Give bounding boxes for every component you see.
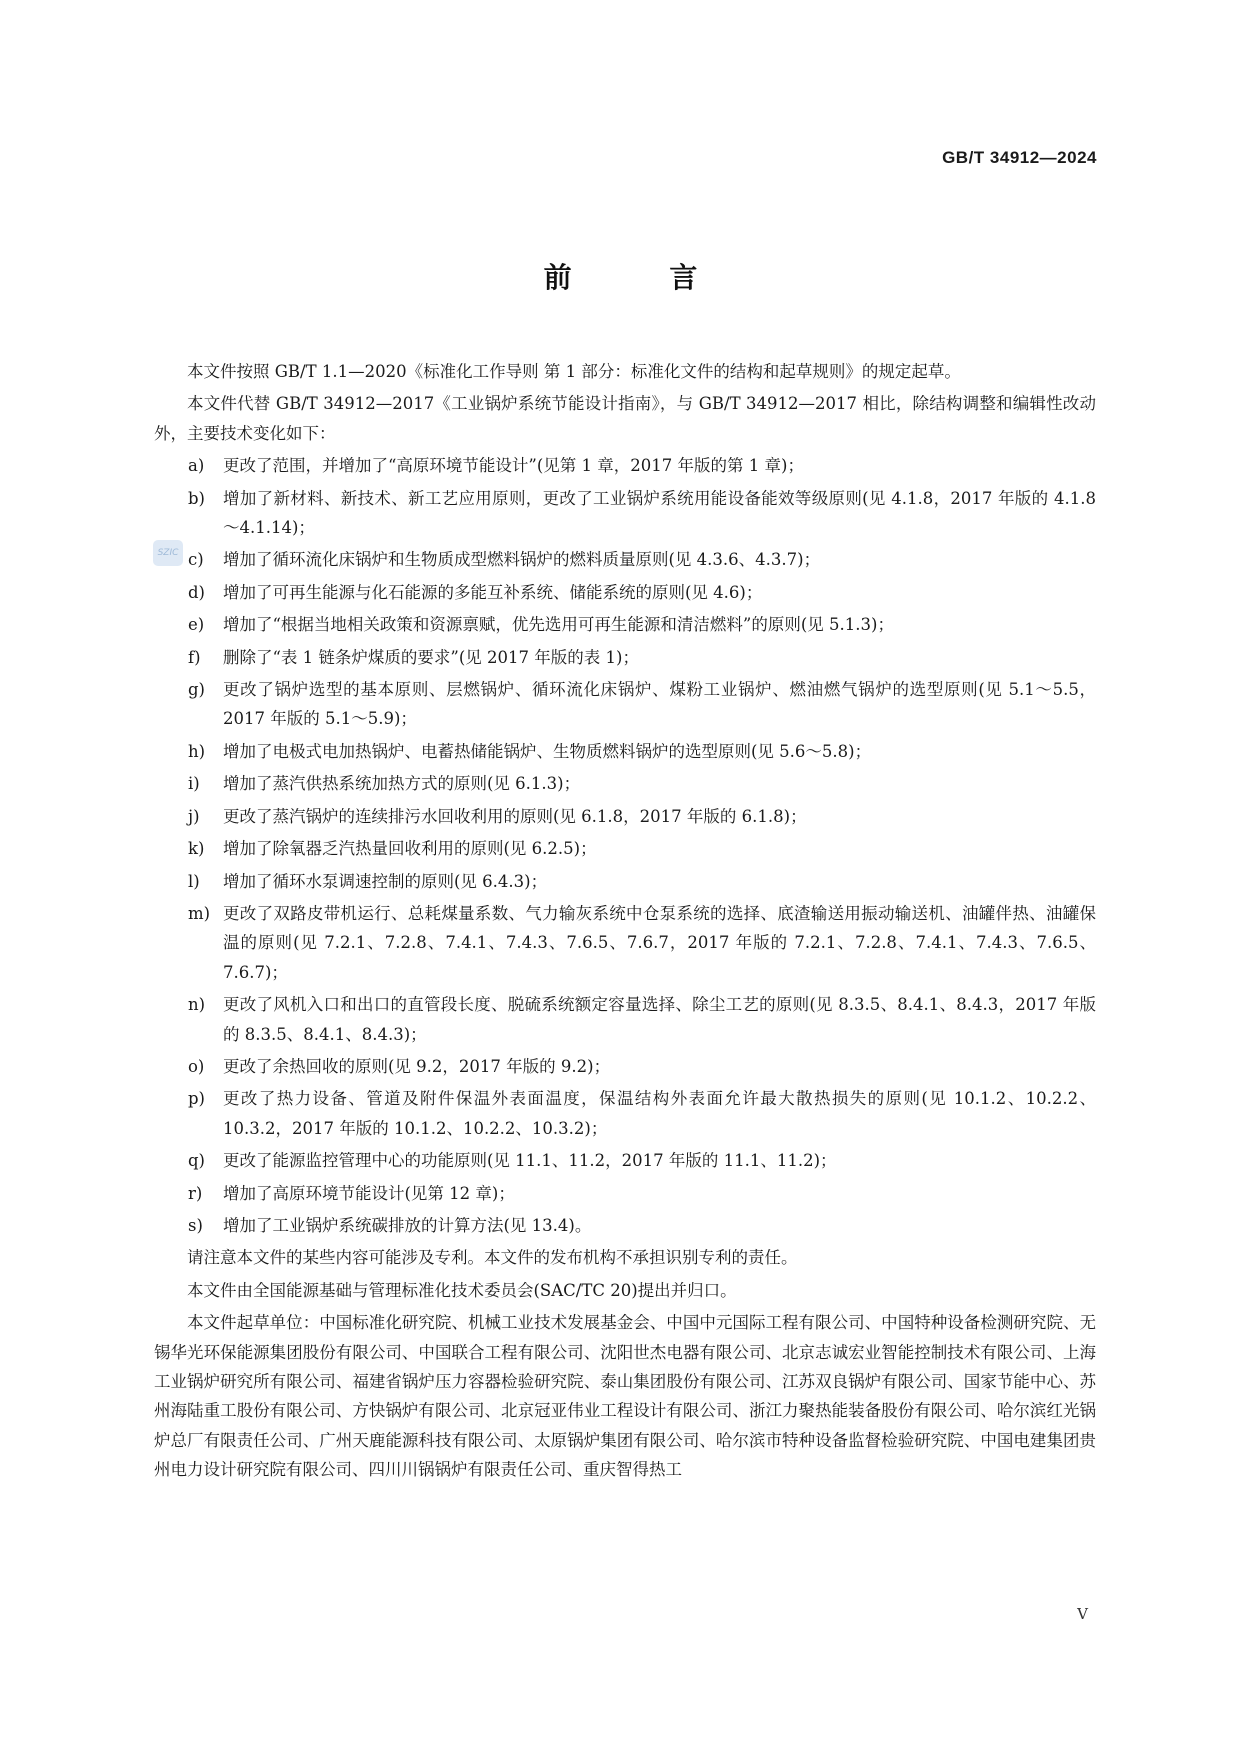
list-item [154, 867, 1096, 896]
list-item-tag: a) [188, 456, 205, 476]
list-item [154, 610, 1096, 639]
paragraph-replaces: 本文件代替 GB/T 34912—2017《工业锅炉系统节能设计指南》，与 GB/T 34912—2017 相比，除结构调整和编辑性改动外，主要技术变化如下： [154, 394, 1096, 443]
list-item-text: 删除了“表 1 链条炉煤质的要求”(见 2017 年版的表 1)； [223, 647, 639, 667]
list-item [154, 484, 1096, 543]
list-item-tag: r) [188, 1183, 203, 1203]
list-item-tag: d) [188, 582, 205, 602]
list-item-tag: c) [188, 550, 204, 570]
list-item-tag: s) [188, 1215, 203, 1235]
list-item-text: 更改了风机入口和出口的直管段长度、脱硫系统额定容量选择、除尘工艺的原则(见 8.3.5、8.4.1、8.4.3，2017 年版的 8.3.5、8.4.1、8.4.3)； [223, 995, 1096, 1044]
list-item [154, 675, 1096, 734]
list-item [154, 1179, 1096, 1208]
list-item-text: 更改了余热回收的原则(见 9.2，2017 年版的 9.2)； [223, 1056, 611, 1076]
list-item-text: 增加了电极式电加热锅炉、电蓄热储能锅炉、生物质燃料锅炉的选型原则(见 5.6～5.8)； [223, 741, 872, 761]
list-item-tag: h) [188, 741, 206, 761]
list-item [154, 578, 1096, 607]
list-item [154, 769, 1096, 798]
changes-list [154, 451, 1096, 1240]
list-item-tag: j) [188, 806, 200, 826]
list-item-text: 增加了新材料、新技术、新工艺应用原则，更改了工业锅炉系统用能设备能效等级原则(见 4.1.8，2017 年版的 4.1.8～4.1.14)； [223, 488, 1096, 538]
paragraph-patent-notice: 请注意本文件的某些内容可能涉及专利。本文件的发布机构不承担识别专利的责任。 [187, 1248, 798, 1268]
list-item-tag: p) [188, 1089, 205, 1109]
list-item-text: 增加了除氧器乏汽热量回收利用的原则(见 6.2.5)； [223, 839, 597, 859]
list-item-tag: i) [188, 774, 200, 794]
list-item [154, 1084, 1096, 1143]
list-item-tag: o) [188, 1056, 205, 1076]
list-item-text: 更改了能源监控管理中心的功能原则(见 11.1、11.2，2017 年版的 11.1、11.2)； [223, 1151, 837, 1171]
list-item-tag: e) [188, 615, 205, 635]
list-item-text: 增加了可再生能源与化石能源的多能互补系统、储能系统的原则(见 4.6)； [223, 582, 763, 602]
list-item-text: 增加了循环水泵调速控制的原则(见 6.4.3)； [223, 871, 548, 891]
list-item [154, 451, 1096, 480]
list-item-tag: k) [188, 839, 205, 859]
document-body [154, 357, 1096, 1488]
list-item-text: 增加了高原环境节能设计(见第 12 章)； [223, 1183, 515, 1203]
list-item [154, 1211, 1096, 1240]
watermark-text: SZIC [157, 548, 179, 558]
list-item [154, 802, 1096, 831]
list-item-text: 增加了“根据当地相关政策和资源禀赋，优先选用可再生能源和清洁燃料”的原则(见 5.1.3)； [223, 615, 894, 635]
list-item-tag: f) [188, 647, 201, 667]
list-item-tag: g) [188, 680, 205, 700]
list-item [154, 1052, 1096, 1081]
list-item-text: 增加了工业锅炉系统碳排放的计算方法(见 13.4)。 [223, 1215, 592, 1235]
paragraph-drafting-rules: 本文件按照 GB/T 1.1—2020《标准化工作导则 第 1 部分：标准化文件的结构和起草规则》的规定起草。 [187, 362, 961, 381]
list-item-text: 更改了双路皮带机运行、总耗煤量系数、气力输灰系统中仓泵系统的选择、底渣输送用振动输送机、油罐伴热、油罐保温的原则(见 7.2.1、7.2.8、7.4.1、7.4.3、7.6.5、7.6.7，2017 年版的 7.2.1、7.2.8、7.4.1、7.4.3、7.6.5、7.6.7)； [223, 903, 1096, 982]
list-item [154, 990, 1096, 1049]
paragraph-drafting-units: 本文件起草单位：中国标准化研究院、机械工业技术发展基金会、中国中元国际工程有限公司、中国特种设备检测研究院、无锡华光环保能源集团股份有限公司、中国联合工程有限公司、沈阳世杰电器有限公司、北京志诚宏业智能控制技术有限公司、上海工业锅炉研究所有限公司、福建省锅炉压力容器检验研究院、泰山集团股份有限公司、江苏双良锅炉有限公司、国家节能中心、苏州海陆重工股份有限公司、方快锅炉有限公司、北京冠亚伟业工程设计有限公司、浙江力聚热能装备股份有限公司、哈尔滨红光锅炉总厂有限责任公司、广州天鹿能源科技有限公司、太原锅炉集团有限公司、哈尔滨市特种设备监督检验研究院、中国电建集团贵州电力设计研究院有限公司、四川川锅锅炉有限责任公司、重庆智得热工 [154, 1313, 1096, 1480]
page-title: 前 言 [543, 261, 742, 294]
list-item-text: 增加了蒸汽供热系统加热方式的原则(见 6.1.3)； [223, 774, 581, 794]
list-item-tag: b) [188, 488, 205, 508]
list-item [154, 545, 1096, 574]
list-item-text: 更改了热力设备、管道及附件保温外表面温度，保温结构外表面允许最大散热损失的原则(见 10.1.2、10.2.2、10.3.2，2017 年版的 10.1.2、10.2.2、10.3.2)； [223, 1089, 1096, 1138]
list-item-tag: n) [188, 995, 206, 1015]
list-item [154, 834, 1096, 863]
document-code: GB/T 34912—2024 [942, 148, 1097, 167]
list-item-text: 更改了范围，并增加了“高原环境节能设计”(见第 1 章，2017 年版的第 1 章)； [223, 456, 804, 476]
list-item-tag: m) [188, 903, 211, 923]
paragraph-proposer: 本文件由全国能源基础与管理标准化技术委员会(SAC/TC 20)提出并归口。 [187, 1280, 737, 1300]
list-item-tag: l) [188, 871, 200, 891]
list-item-tag: q) [188, 1151, 205, 1171]
list-item [154, 899, 1096, 987]
list-item [154, 1146, 1096, 1175]
list-item-text: 更改了锅炉选型的基本原则、层燃锅炉、循环流化床锅炉、煤粉工业锅炉、燃油燃气锅炉的选型原则(见 5.1～5.5，2017 年版的 5.1～5.9)； [223, 680, 1096, 729]
list-item-text: 更改了蒸汽锅炉的连续排污水回收利用的原则(见 6.1.8，2017 年版的 6.1.8)； [223, 806, 807, 826]
page-number: V [1077, 1605, 1088, 1623]
list-item-text: 增加了循环流化床锅炉和生物质成型燃料锅炉的燃料质量原则(见 4.3.6、4.3.7)； [223, 550, 821, 570]
list-item [154, 737, 1096, 766]
list-item [154, 643, 1096, 672]
